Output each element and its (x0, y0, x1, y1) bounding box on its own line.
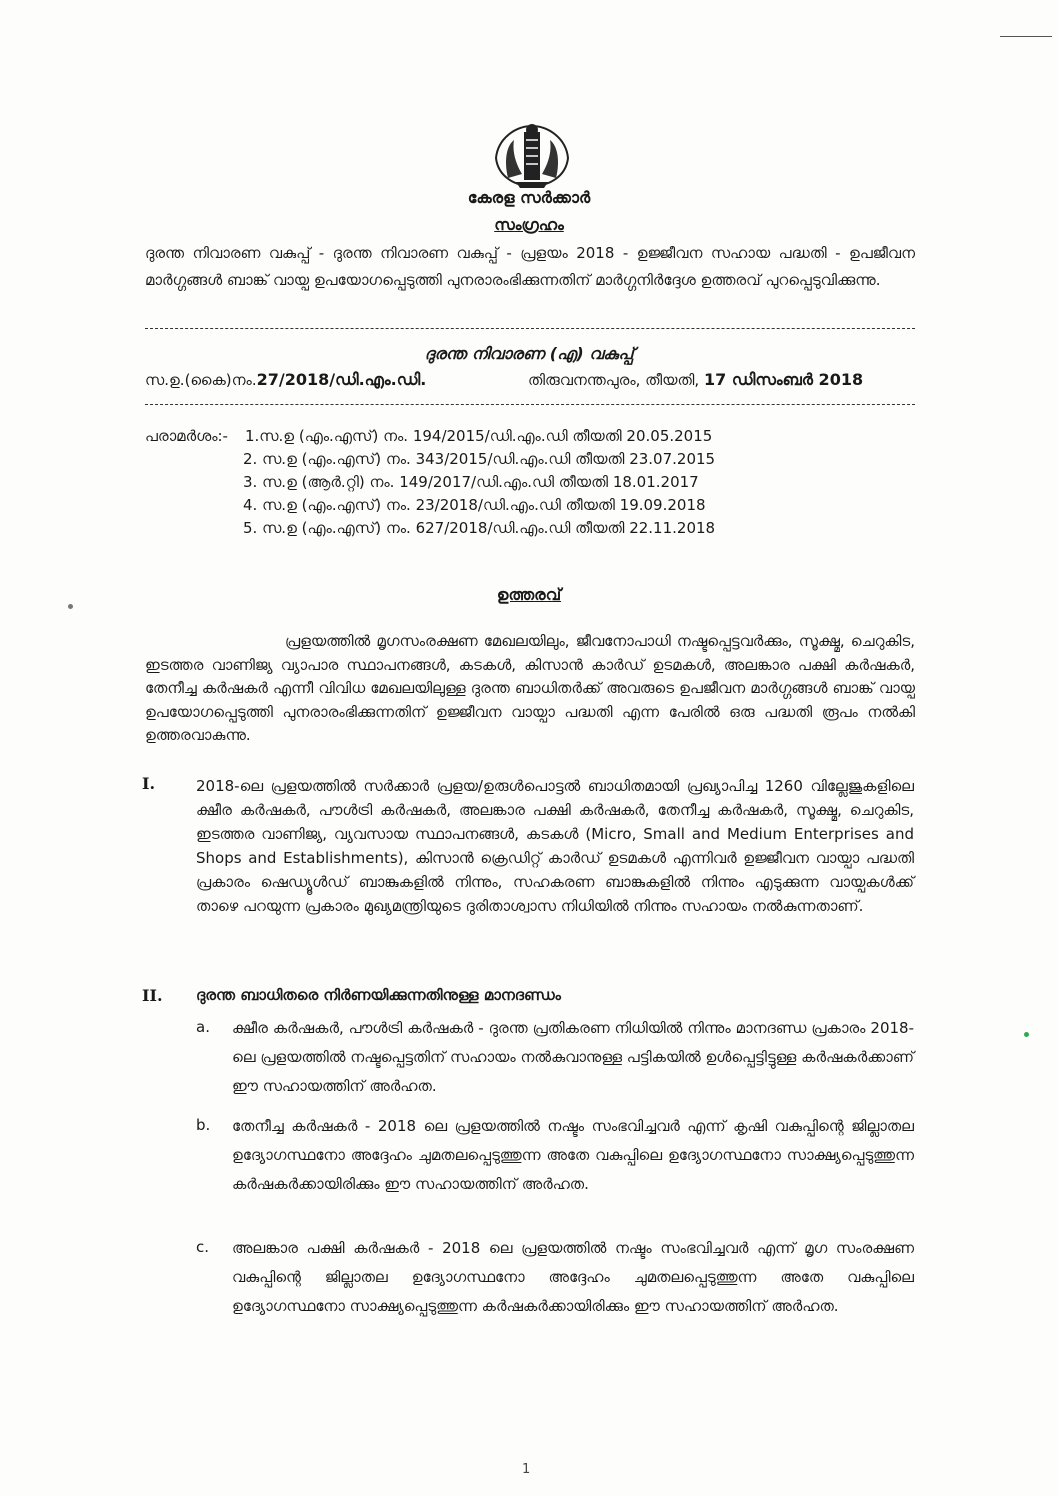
order-date: 17 ഡിസംബർ 2018 (704, 370, 864, 389)
divider-top (145, 328, 915, 329)
references-block (145, 425, 715, 540)
order-prefix: സ.ഉ.(കൈ)നം. (145, 371, 257, 389)
page-number: 1 (522, 1462, 531, 1477)
item-b-letter: b. (196, 1116, 211, 1134)
section-1-number: I. (142, 774, 156, 793)
divider-bottom (145, 404, 915, 405)
item-b-text: തേനീച്ച കർഷകർ - 2018 ലെ പ്രളയത്തിൽ നഷ്ടം സംഭവിച്ചവർ എന്ന് കൃഷി വകുപ്പിന്റെ ജില്ലാതല ഉദ്യോഗസ്ഥനോ അദ്ദേഹം ചുമതലപ്പെടുത്തുന്ന അതേ വകുപ്പിലെ ഉദ്യോഗസ്ഥനോ സാക്ഷ്യപ്പെടുത്തുന്ന കർഷകർക്കായിരിക്കും ഈ സഹായത്തിന് അർഹത. (232, 1117, 914, 1193)
reference-item: പരാമർശം:- 1.സ.ഉ (എം.എസ്) നം. 194/2015/ഡി.എം.ഡി തീയതി 20.05.2015 (145, 425, 715, 448)
item-a-letter: a. (196, 1018, 210, 1036)
item-a-text: ക്ഷീര കർഷകർ, പൗൾട്രി കർഷകർ - ദുരന്ത പ്രതികരണ നിധിയിൽ നിന്നും മാനദണ്ഡ പ്രകാരം 2018-ലെ പ്രളയത്തിൽ നഷ്ടപ്പെട്ടതിന് സഹായം നൽകുവാനുള്ള പട്ടികയിൽ ഉൾപ്പെട്ടിട്ടുള്ള കർഷകർക്കാണ് ഈ സഹായത്തിന് അർഹത. (232, 1019, 914, 1095)
place-date-prefix: തിരുവനന്തപുരം, തീയതി, (528, 371, 700, 389)
reference-item: 2. സ.ഉ (എം.എസ്) നം. 343/2015/ഡി.എം.ഡി തീയതി 23.07.2015 (243, 450, 716, 468)
department-name: ദുരന്ത നിവാരണ (എ) വകുപ്പ് (424, 344, 634, 363)
section-1-text: 2018-ലെ പ്രളയത്തിൽ സർക്കാർ പ്രളയ/ഉരുൾപൊട്ടൽ ബാധിതമായി പ്രഖ്യാപിച്ച 1260 വില്ലേജുകളിലെ ക്ഷീര കർഷകർ, പൗൾട്രി കർഷകർ, അലങ്കാര പക്ഷി കർഷകർ, തേനീച്ച കർഷകർ, സൂക്ഷ്മ, ചെറുകിട, ഇടത്തര വാണിജ്യ, വ്യവസായ സ്ഥാപനങ്ങൾ, കടകൾ (Micro, Small and Medium Enterprises and Shops and Establishments), കിസാൻ ക്രെഡിറ്റ് കാർഡ് ഉടമകൾ എന്നിവർ ഉജ്ജീവന വായ്പാ പദ്ധതി പ്രകാരം ഷെഡ്യൂൾഡ് ബാങ്കുകളിൽ നിന്നും, സഹകരണ ബാങ്കുകളിൽ നിന്നും എടുക്കുന്ന വായ്പകൾക്ക് താഴെ പറയുന്ന പ്രകാരം മുഖ്യമന്ത്രിയുടെ ദുരിതാശ്വാസ നിധിയിൽ നിന്നും സഹായം നൽകുന്നതാണ്. (196, 777, 914, 915)
section-2-number: II. (142, 986, 163, 1005)
order-number: 27/2018/ഡി.എം.ഡി. (256, 370, 427, 389)
scan-edge-line (1000, 36, 1052, 37)
scan-speck (68, 604, 73, 609)
reference-item: 4. സ.ഉ (എം.എസ്) നം. 23/2018/ഡി.എം.ഡി തീയതി 19.09.2018 (243, 496, 706, 514)
subject-text: ദുരന്ത നിവാരണ വകുപ്പ് - ദുരന്ത നിവാരണ വകുപ്പ് - പ്രളയം 2018 - ഉജ്ജീവന സഹായ പദ്ധതി - ഉപജീവന മാർഗ്ഗങ്ങൾ ബാങ്ക് വായ്പ ഉപയോഗപ്പെടുത്തി പുനരാരംഭിക്കുന്നതിന് മാർഗ്ഗനിർദ്ദേശ ഉത്തരവ് പുറപ്പെടുവിക്കുന്നു. (145, 244, 915, 289)
kerala-emblem-icon (486, 118, 578, 192)
reference-item: 5. സ.ഉ (എം.എസ്) നം. 627/2018/ഡി.എം.ഡി തീയതി 22.11.2018 (243, 519, 716, 537)
reference-item: 3. സ.ഉ (ആർ.റ്റി) നം. 149/2017/ഡി.എം.ഡി തീയതി 18.01.2017 (243, 473, 699, 491)
order-date-line (528, 370, 863, 390)
order-heading: ഉത്തരവ് (496, 585, 562, 604)
references-label: പരാമർശം:- (145, 427, 228, 445)
government-title: കേരള സർക്കാർ (467, 188, 591, 207)
summary-heading: സംഗ്രഹം (494, 215, 564, 234)
intro-paragraph: പ്രളയത്തിൽ മൃഗസംരക്ഷണ മേഖലയിലും, ജീവനോപാധി നഷ്ടപ്പെട്ടവർക്കും, സൂക്ഷ്മ, ചെറുകിട, ഇടത്തര വാണിജ്യ വ്യാപാര സ്ഥാപനങ്ങൾ, കടകൾ, കിസാൻ കാർഡ് ഉടമകൾ, അലങ്കാര പക്ഷി കർഷകർ, തേനീച്ച കർഷകർ എന്നീ വിവിധ മേഖലയിലുള്ള ദുരന്ത ബാധിതർക്ക് അവരുടെ ഉപജീവന മാർഗ്ഗങ്ങൾ ബാങ്ക് വായ്പ ഉപയോഗപ്പെടുത്തി പുനരാരംഭിക്കുന്നതിന് ഉജ്ജീവന വായ്പാ പദ്ധതി എന്ന പേരിൽ ഒരു പദ്ധതി രൂപം നൽകി ഉത്തരവാകുന്നു. (145, 632, 915, 744)
order-number-line (145, 370, 426, 390)
item-c-text: അലങ്കാര പക്ഷി കർഷകർ - 2018 ലെ പ്രളയത്തിൽ നഷ്ടം സംഭവിച്ചവർ എന്ന് മൃഗ സംരക്ഷണ വകുപ്പിന്റെ ജില്ലാതല ഉദ്യോഗസ്ഥനോ അദ്ദേഹം ചുമതലപ്പെടുത്തുന്ന അതേ വകുപ്പിലെ ഉദ്യോഗസ്ഥനോ സാക്ഷ്യപ്പെടുത്തുന്ന കർഷകർക്കായിരിക്കും ഈ സഹായത്തിന് അർഹത. (232, 1239, 914, 1315)
item-c-letter: c. (196, 1238, 210, 1256)
green-mark (1024, 1032, 1029, 1037)
section-2-title: ദുരന്ത ബാധിതരെ നിർണയിക്കുന്നതിനുള്ള മാനദണ്ഡം (196, 986, 561, 1004)
